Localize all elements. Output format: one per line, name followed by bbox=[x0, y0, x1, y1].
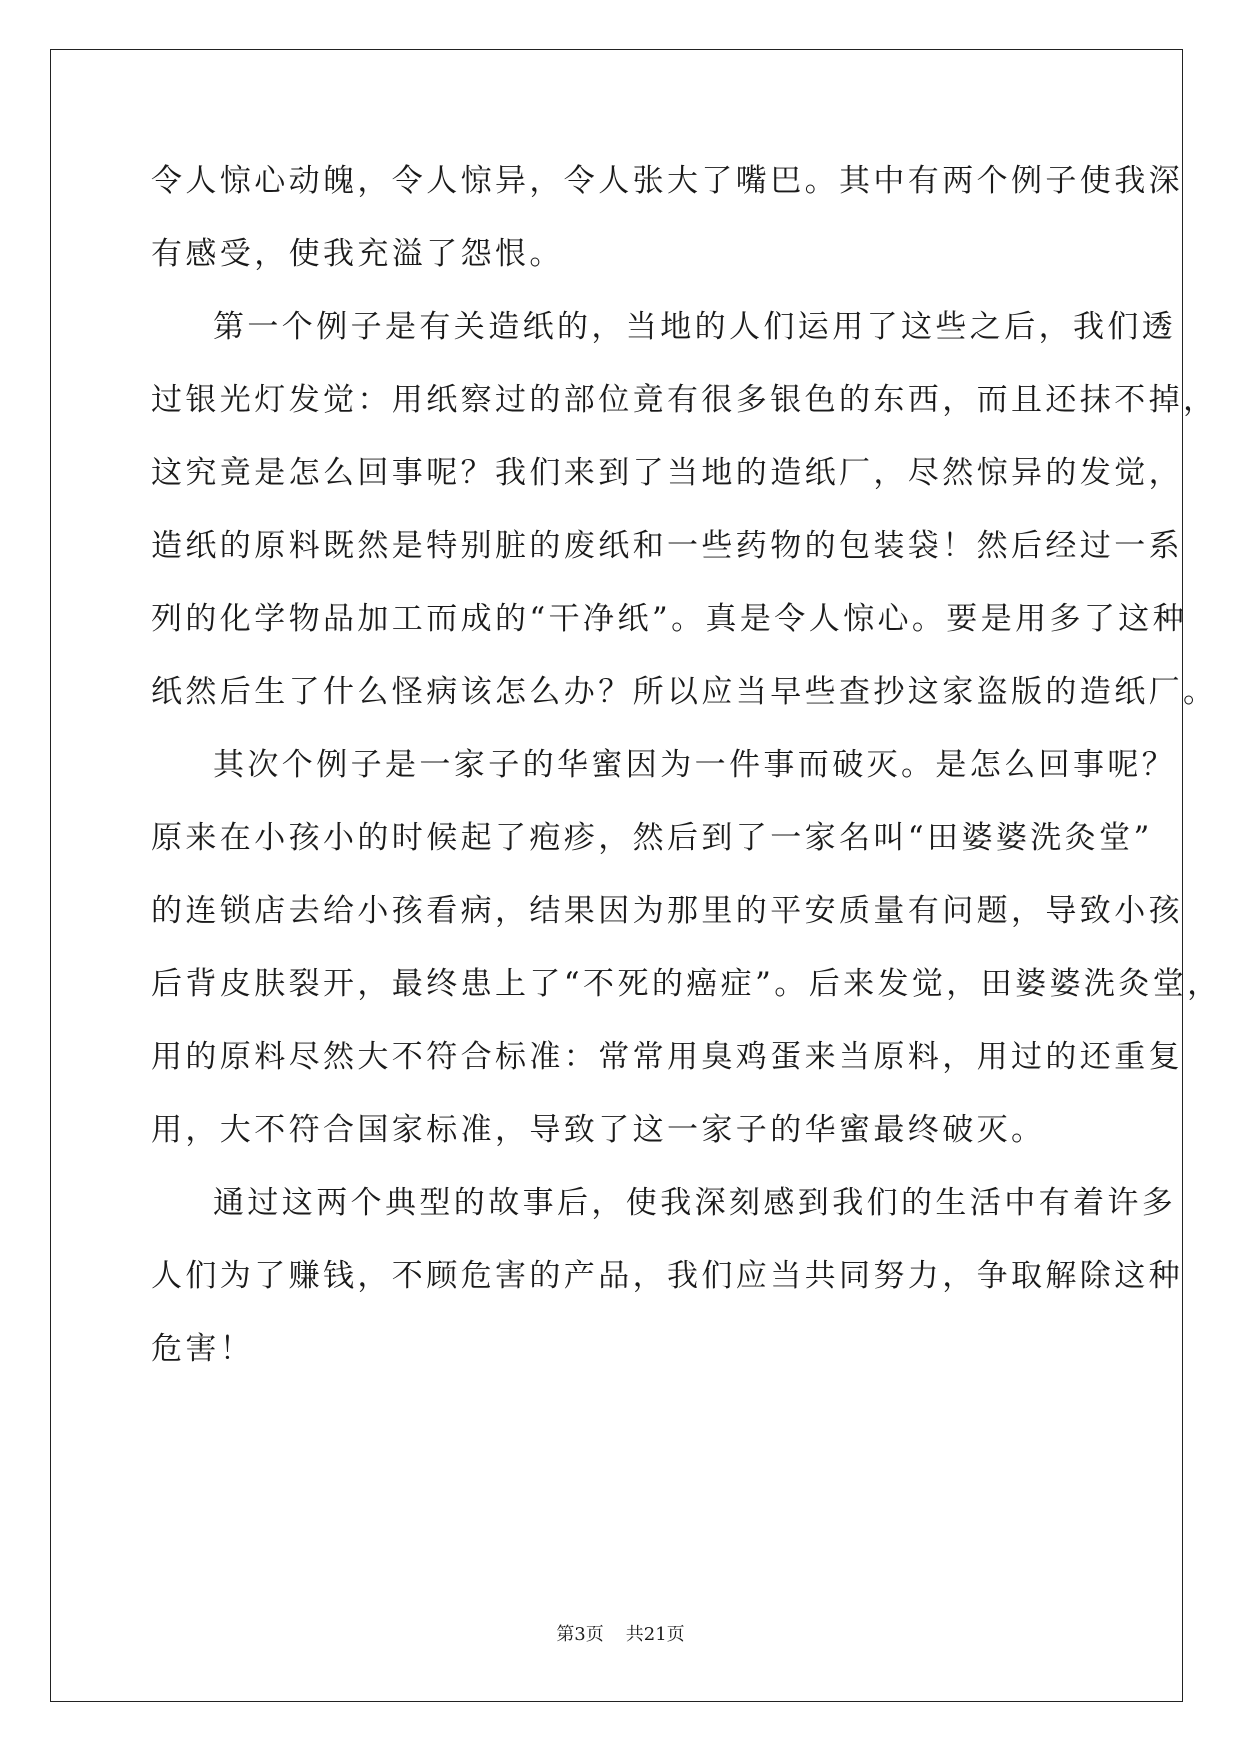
text-line: 造纸的原料既然是特别脏的废纸和一些药物的包装袋！然后经过一系 bbox=[151, 528, 1183, 564]
page-total: 共21页 bbox=[625, 1624, 685, 1645]
text-line: 令人惊心动魄，令人惊异，令人张大了嘴巴。其中有两个例子使我深 bbox=[151, 163, 1183, 199]
document-body bbox=[151, 163, 1222, 1404]
paragraph-first-line: 通过这两个典型的故事后，使我深刻感到我们的生活中有着许多 bbox=[213, 1185, 1177, 1221]
text-line: 这究竟是怎么回事呢？我们来到了当地的造纸厂，尽然惊异的发觉， bbox=[151, 455, 1183, 491]
text-line: 人们为了赚钱，不顾危害的产品，我们应当共同努力，争取解除这种 bbox=[151, 1258, 1183, 1294]
text-line: 纸然后生了什么怪病该怎么办？所以应当早些查抄这家盗版的造纸厂。 bbox=[151, 674, 1218, 710]
page-number: 第3页 bbox=[556, 1624, 604, 1645]
paragraph-first-line: 其次个例子是一家子的华蜜因为一件事而破灭。是怎么回事呢？ bbox=[213, 747, 1177, 783]
text-line: 原来在小孩小的时候起了疱疹，然后到了一家名叫“田婆婆洗灸堂” bbox=[151, 820, 1153, 856]
text-line: 用的原料尽然大不符合标准：常常用臭鸡蛋来当原料，用过的还重复 bbox=[151, 1039, 1183, 1075]
text-line: 后背皮肤裂开，最终患上了“不死的癌症”。后来发觉，田婆婆洗灸堂， bbox=[151, 966, 1222, 1002]
text-line: 过银光灯发觉：用纸察过的部位竟有很多银色的东西，而且还抹不掉， bbox=[151, 382, 1218, 418]
text-line: 的连锁店去给小孩看病，结果因为那里的平安质量有问题，导致小孩 bbox=[151, 893, 1183, 929]
text-line: 危害！ bbox=[151, 1331, 255, 1367]
text-line: 列的化学物品加工而成的“干净纸”。真是令人惊心。要是用多了这种 bbox=[151, 601, 1188, 637]
text-line: 有感受，使我充溢了怨恨。 bbox=[151, 236, 564, 272]
page-footer bbox=[0, 1620, 1241, 1646]
paragraph-first-line: 第一个例子是有关造纸的，当地的人们运用了这些之后，我们透 bbox=[213, 309, 1177, 345]
text-line: 用，大不符合国家标准，导致了这一家子的华蜜最终破灭。 bbox=[151, 1112, 1046, 1148]
